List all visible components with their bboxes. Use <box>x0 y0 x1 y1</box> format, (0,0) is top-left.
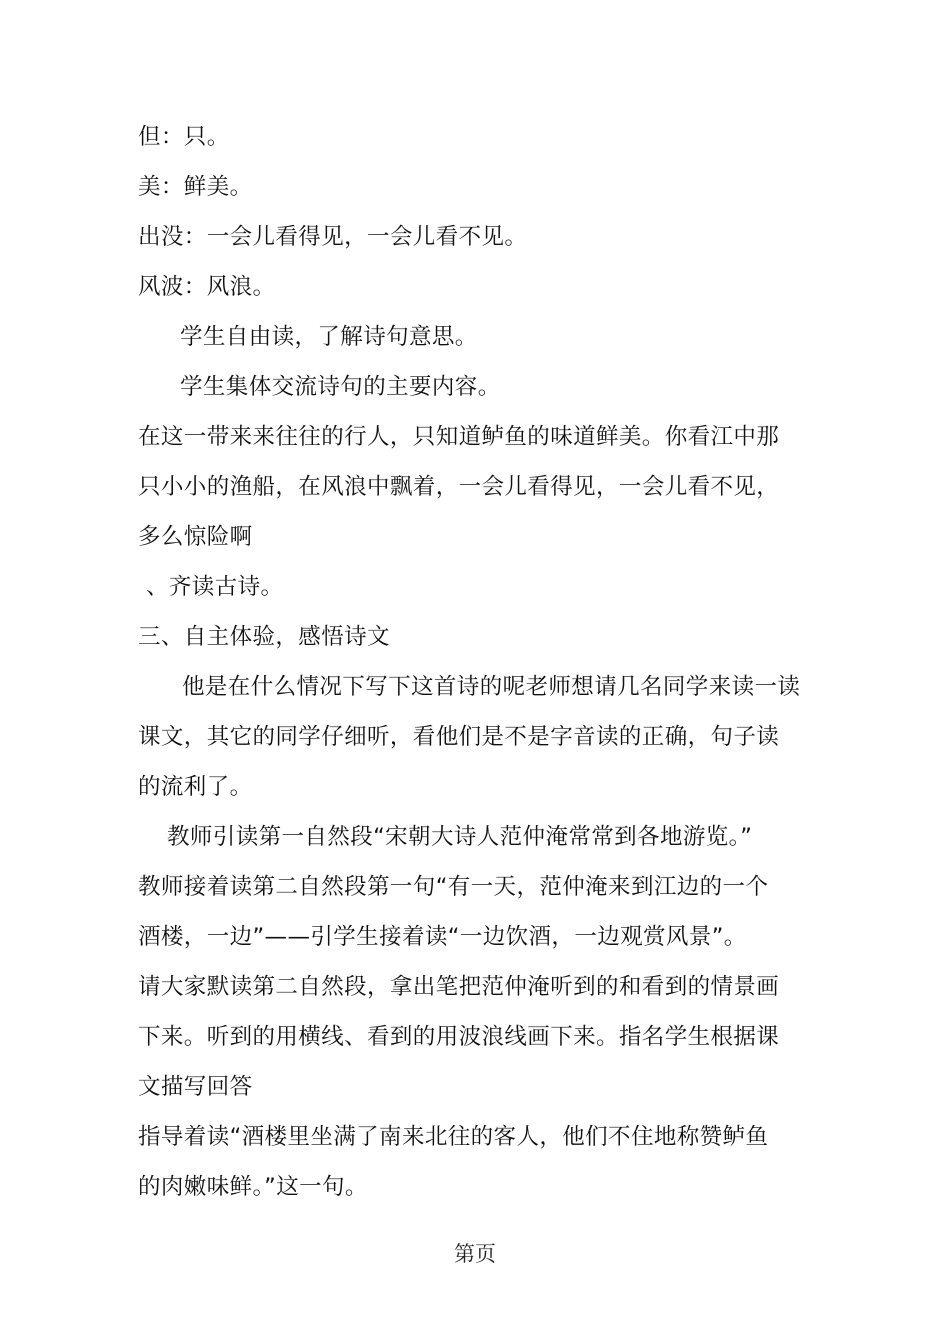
text-line: 风波：风浪。 <box>138 274 276 300</box>
text-line: 请大家默读第二自然段，拿出笔把范仲淹听到的和看到的情景画 <box>138 974 780 1000</box>
text-line: 酒楼，一边”——引学生接着读“一边饮酒，一边观赏风景”。 <box>138 924 747 950</box>
text-line: 在这一带来来往往的行人，只知道鲈鱼的味道鲜美。你看江中那 <box>138 424 780 450</box>
text-line: 的流利了。 <box>138 774 253 800</box>
text-line: 、齐读古诗。 <box>146 574 284 600</box>
text-line: 但：只。 <box>138 124 230 150</box>
page-footer: 第页 <box>454 1242 496 1266</box>
text-line: 学生自由读，了解诗句意思。 <box>180 324 478 350</box>
text-line: 出没：一会儿看得见，一会儿看不见。 <box>138 224 528 250</box>
text-line: 学生集体交流诗句的主要内容。 <box>180 374 501 400</box>
text-line: 只小小的渔船，在风浪中飘着，一会儿看得见，一会儿看不见， <box>138 474 780 500</box>
section-heading: 三、自主体验，感悟诗文 <box>138 624 390 650</box>
text-line: 教师接着读第二自然段第一句“有一天，范仲淹来到江边的一个 <box>138 874 769 900</box>
text-line: 教师引读第一自然段“宋朝大诗人范仲淹常常到各地游览。” <box>167 824 753 850</box>
text-line: 多么惊险啊 <box>138 524 253 550</box>
text-line: 下来。听到的用横线、看到的用波浪线画下来。指名学生根据课 <box>138 1024 780 1050</box>
text-line: 他是在什么情况下写下这首诗的呢老师想请几名同学来读一读 <box>182 674 801 700</box>
text-line: 课文，其它的同学仔细听，看他们是不是字音读的正确，句子读 <box>138 724 780 750</box>
text-line: 指导着读“酒楼里坐满了南来北往的客人，他们不住地称赞鲈鱼 <box>138 1124 769 1150</box>
document-body <box>138 112 818 1212</box>
text-line: 的肉嫩味鲜。”这一句。 <box>138 1174 368 1200</box>
text-line: 文描写回答 <box>138 1074 253 1100</box>
text-line: 美：鲜美。 <box>138 174 253 200</box>
